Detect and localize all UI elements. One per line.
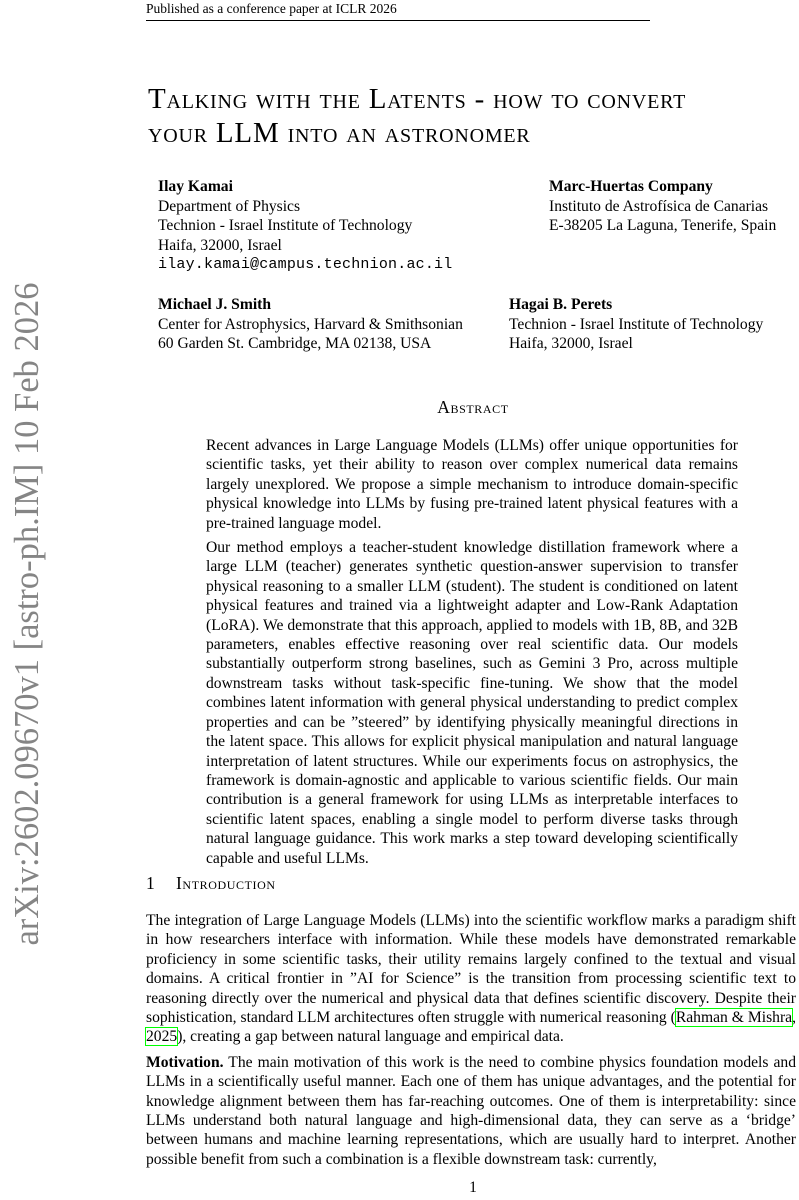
citation-link-year[interactable]: 2025 [146, 1028, 178, 1046]
section-heading [146, 872, 276, 894]
title-line-1: Talking with the Latents - how to convert [148, 83, 687, 115]
author-affiliation-line: Center for Astrophysics, Harvard & Smithsonian [158, 315, 463, 333]
author-block-1 [158, 177, 452, 275]
author-email-link[interactable]: ilay.kamai@campus.technion.ac.il [158, 256, 453, 274]
page-number: 1 [469, 1179, 477, 1196]
author-name: Hagai B. Perets [509, 296, 613, 313]
abstract-body [206, 436, 738, 873]
author-block-4 [509, 295, 763, 354]
title-line-2: your LLM into an astronomer [148, 117, 531, 149]
arxiv-identifier: arXiv:2602.09670v1 [astro-ph.IM] 10 Feb 2026 [8, 282, 46, 946]
author-affiliation-line: Technion - Israel Institute of Technology [509, 315, 764, 333]
section-number: 1 [146, 873, 155, 893]
citation-link-author[interactable]: Rahman & Mishra [675, 1009, 793, 1027]
introduction-body [146, 911, 796, 1175]
motivation-paragraph [146, 1053, 796, 1169]
header-rule [146, 20, 650, 21]
abstract-heading: Abstract [437, 397, 509, 417]
author-affiliation-line: Technion - Israel Institute of Technology [158, 217, 413, 235]
abstract-paragraph: Our method employs a teacher-student knowledge distillation framework where a large LLM (teacher) generates synthetic question-answer supervision to transfer physical reasoning to a smaller LLM (student). The student is conditioned on latent physical features and trained via a lightweight adapter and Low-Rank Adaptation (LoRA). We demonstrate that this approach, applied to models with 1B, 8B, and 32B parameters, enables effective reasoning over real scientific data. Our models substantially outperform strong baselines, such as Gemini 3 Pro, across multiple downstream tasks without task-specific fine-tuning. We show that the model combines latent information with general physical understanding to predict complex properties and can be ”steered” by identifying physically meaningful directions in the latent space. This allows for explicit physical manipulation and natural language interpretation of latent structures. While our experiments focus on astrophysics, the framework is domain-agnostic and applicable to various scientific fields. Our main contribution is a general framework for using LLMs as interpretable interfaces to scientific latent spaces, enabling a single model to perform diverse tasks through natural language guidance. This work marks a step toward developing scientifically capable and useful LLMs. [206, 539, 738, 867]
intro-paragraph [146, 911, 796, 1047]
author-name: Marc-Huertas Company [549, 178, 713, 195]
author-affiliation-line: E-38205 La Laguna, Tenerife, Spain [549, 217, 777, 235]
author-name: Michael J. Smith [158, 296, 272, 313]
intro-text: The main motivation of this work is the need to combine physics foundation models and LLMs in a scientifically useful manner. Each one of them has unique advantages, and the potential for knowledge alignment between them has far-reaching outcomes. One of them is interpretability: since LLMs understand both natural language and high-dimensional data, they can serve as a ‘bridge’ between humans and machine learning representations, which are usually hard to interpret. Another possible benefit from such a combination is a flexible downstream task: currently, [146, 1053, 796, 1168]
intro-text: The integration of Large Language Models (LLMs) into the scientific workflow marks a paradigm shift in how researchers interface with information. While these models have demonstrated remarkable proficiency in some scientific tasks, their utility remains largely confined to the textual and visual domains. A critical frontier in ”AI for Science” is the transition from processing scientific text to reasoning directly over the numerical and physical data that defines scientific discovery. Despite their sophistication, standard LLM architectures often struggle with numerical reasoning ( [146, 912, 796, 1027]
author-affiliation-line: Instituto de Astrofísica de Canarias [549, 197, 769, 215]
author-affiliation-line: Haifa, 32000, Israel [509, 335, 633, 353]
running-header: Published as a conference paper at ICLR 2026 [146, 1, 397, 16]
author-name: Ilay Kamai [158, 178, 233, 195]
author-affiliation-line: 60 Garden St. Cambridge, MA 02138, USA [158, 335, 432, 353]
author-block-3 [158, 295, 463, 354]
intro-text: ), creating a gap between natural language and empirical data. [177, 1028, 564, 1046]
section-title: Introduction [176, 873, 276, 893]
abstract-paragraph: Recent advances in Large Language Models (LLMs) offer unique opportunities for scientific tasks, yet their ability to reason over complex numerical data remains largely unexplored. We propose a simple mechanism to introduce domain-specific physical knowledge into LLMs by fusing pre-trained latent physical features with a pre-trained language model. [206, 437, 738, 532]
paragraph-label: Motivation. [146, 1053, 224, 1071]
author-affiliation-line: Haifa, 32000, Israel [158, 236, 282, 254]
paper-title [148, 82, 799, 150]
author-affiliation-line: Department of Physics [158, 197, 301, 215]
citation-separator: , [792, 1009, 796, 1027]
author-block-2 [549, 177, 776, 236]
